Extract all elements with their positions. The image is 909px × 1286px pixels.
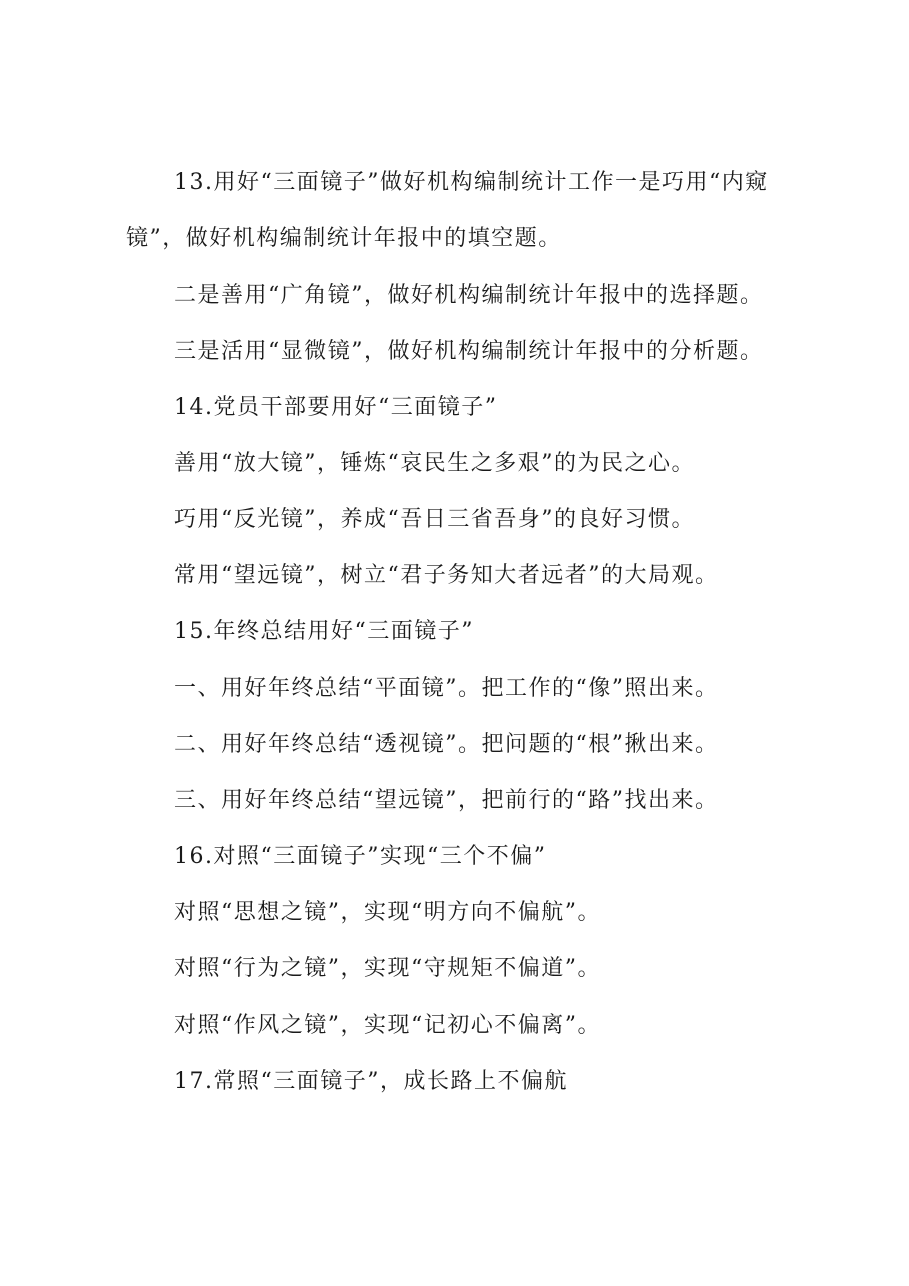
paragraph-16-line-2: 对照“行为之镜”，实现“守规矩不偏道”。 bbox=[174, 956, 601, 981]
paragraph-13-line-3: 二是善用“广角镜”，做好机构编制统计年报中的选择题。 bbox=[174, 283, 764, 308]
paragraph-13-line-4: 三是活用“显微镜”，做好机构编制统计年报中的分析题。 bbox=[174, 339, 764, 364]
paragraph-14-line-1: 善用“放大镜”，锤炼“哀民生之多艰”的为民之心。 bbox=[174, 451, 695, 476]
paragraph-15-line-1: 一、用好年终总结“平面镜”。把工作的“像”照出来。 bbox=[174, 676, 719, 701]
heading-15: 15.年终总结用好“三面镜子” bbox=[174, 619, 474, 644]
paragraph-15-line-3: 三、用好年终总结“望远镜”，把前行的“路”找出来。 bbox=[174, 788, 719, 813]
paragraph-14-line-3: 常用“望远镜”，树立“君子务知大者远者”的大局观。 bbox=[174, 563, 719, 588]
paragraph-15-line-2: 二、用好年终总结“透视镜”。把问题的“根”揪出来。 bbox=[174, 732, 719, 757]
paragraph-14-line-2: 巧用“反光镜”，养成“吾日三省吾身”的良好习惯。 bbox=[174, 507, 695, 532]
heading-17: 17.常照“三面镜子”，成长路上不偏航 bbox=[174, 1069, 568, 1094]
paragraph-16-line-1: 对照“思想之镜”，实现“明方向不偏航”。 bbox=[174, 900, 601, 925]
paragraph-16-line-3: 对照“作风之镜”，实现“记初心不偏离”。 bbox=[174, 1013, 601, 1038]
paragraph-13-line-1: 13.用好“三面镜子”做好机构编制统计工作一是巧用“内窥 bbox=[174, 170, 769, 195]
paragraph-13-line-2: 镜”，做好机构编制统计年报中的填空题。 bbox=[126, 226, 562, 251]
heading-14: 14.党员干部要用好“三面镜子” bbox=[174, 395, 498, 420]
heading-16: 16.对照“三面镜子”实现“三个不偏” bbox=[174, 844, 547, 869]
